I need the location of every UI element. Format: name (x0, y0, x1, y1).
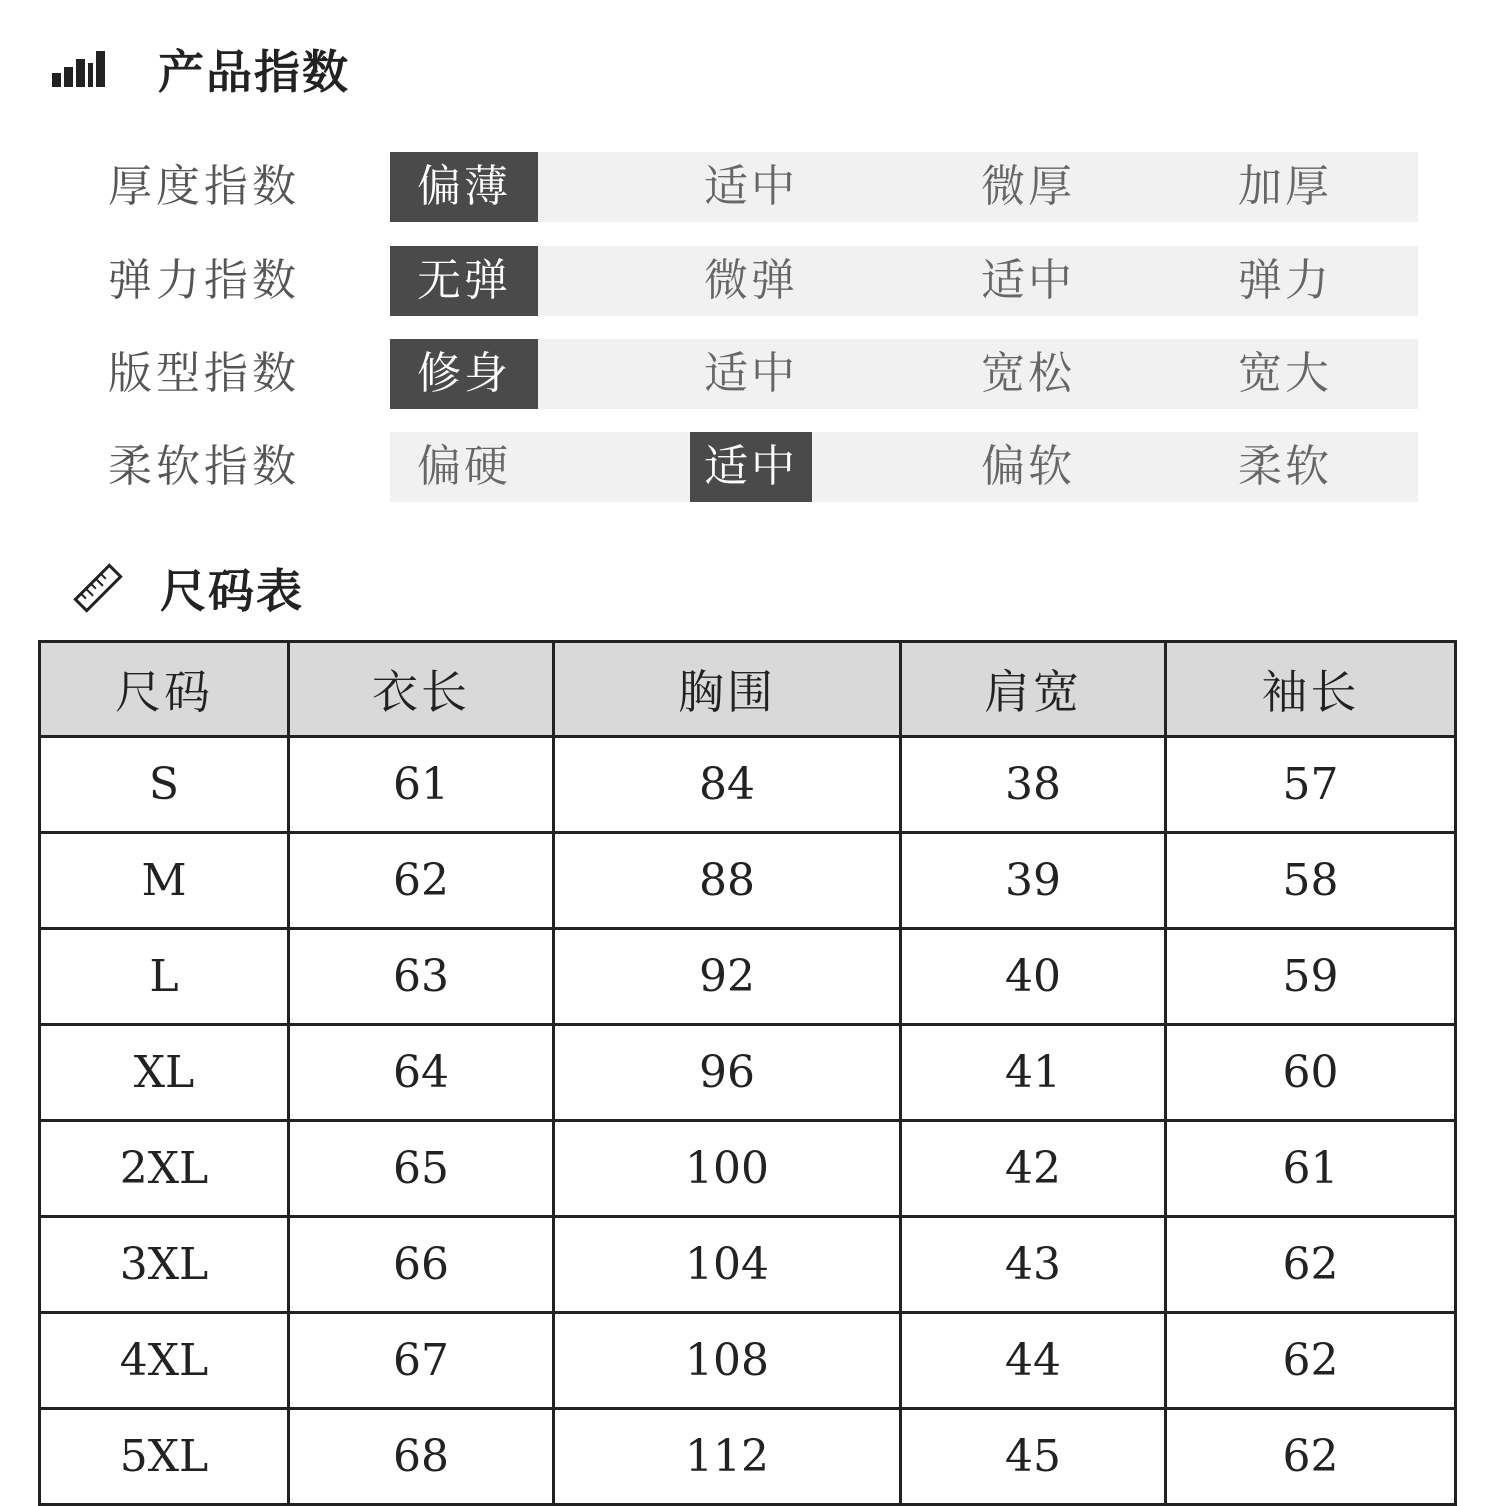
measurement-cell: 45 (901, 1409, 1166, 1505)
index-label: 版型指数 (108, 348, 300, 399)
index-option: 宽大 (1238, 348, 1332, 399)
measurement-cell: 60 (1166, 1025, 1456, 1121)
index-track (390, 432, 1418, 502)
measurement-cell: 59 (1166, 929, 1456, 1025)
measurement-cell: 84 (554, 737, 901, 833)
index-option: 适中 (981, 255, 1075, 306)
size-cell: XL (40, 1025, 289, 1121)
table-row (40, 929, 1456, 1025)
measurement-cell: 44 (901, 1313, 1166, 1409)
measurement-cell: 57 (1166, 737, 1456, 833)
size-table (38, 640, 1457, 1506)
measurement-cell: 41 (901, 1025, 1166, 1121)
index-option-selected: 偏薄 (390, 152, 538, 222)
measurement-cell: 92 (554, 929, 901, 1025)
index-option: 微厚 (981, 161, 1075, 212)
measurement-cell: 112 (554, 1409, 901, 1505)
index-track (390, 339, 1418, 409)
size-cell: S (40, 737, 289, 833)
index-track (390, 246, 1418, 316)
measurement-cell: 42 (901, 1121, 1166, 1217)
table-row (40, 1217, 1456, 1313)
measurement-cell: 64 (289, 1025, 554, 1121)
index-option: 加厚 (1238, 161, 1332, 212)
measurement-cell: 66 (289, 1217, 554, 1313)
ruler-icon (72, 562, 124, 614)
index-option: 偏软 (981, 441, 1075, 492)
measurement-cell: 62 (1166, 1313, 1456, 1409)
table-row (40, 737, 1456, 833)
measurement-cell: 61 (289, 737, 554, 833)
table-row (40, 1409, 1456, 1505)
size-table-header-row (40, 642, 1456, 737)
index-track (390, 152, 1418, 222)
index-option: 适中 (704, 161, 798, 212)
size-table-header-cell: 肩宽 (901, 642, 1166, 737)
size-table-header-cell: 胸围 (554, 642, 901, 737)
index-option: 微弹 (704, 255, 798, 306)
index-row (0, 339, 1500, 409)
table-row (40, 1313, 1456, 1409)
index-row (0, 432, 1500, 502)
size-cell: 2XL (40, 1121, 289, 1217)
measurement-cell: 96 (554, 1025, 901, 1121)
index-label: 柔软指数 (108, 441, 300, 492)
index-option: 弹力 (1238, 255, 1332, 306)
measurement-cell: 65 (289, 1121, 554, 1217)
size-cell: 5XL (40, 1409, 289, 1505)
measurement-cell: 104 (554, 1217, 901, 1313)
measurement-cell: 68 (289, 1409, 554, 1505)
measurement-cell: 58 (1166, 833, 1456, 929)
measurement-cell: 100 (554, 1121, 901, 1217)
table-row (40, 1025, 1456, 1121)
index-option: 柔软 (1238, 441, 1332, 492)
size-cell: L (40, 929, 289, 1025)
size-chart-title (72, 555, 304, 621)
measurement-cell: 39 (901, 833, 1166, 929)
index-option-selected: 适中 (690, 432, 812, 502)
measurement-cell: 38 (901, 737, 1166, 833)
measurement-cell: 88 (554, 833, 901, 929)
size-cell: 3XL (40, 1217, 289, 1313)
size-cell: 4XL (40, 1313, 289, 1409)
measurement-cell: 62 (1166, 1217, 1456, 1313)
measurement-cell: 43 (901, 1217, 1166, 1313)
table-row (40, 1121, 1456, 1217)
measurement-cell: 62 (1166, 1409, 1456, 1505)
index-option: 适中 (704, 348, 798, 399)
measurement-cell: 63 (289, 929, 554, 1025)
index-option-selected: 无弹 (390, 246, 538, 316)
measurement-cell: 40 (901, 929, 1166, 1025)
table-row (40, 833, 1456, 929)
index-row (0, 152, 1500, 222)
index-label: 弹力指数 (108, 255, 300, 306)
size-table-header-cell: 尺码 (40, 642, 289, 737)
size-table-header-cell: 衣长 (289, 642, 554, 737)
index-option-selected: 修身 (390, 339, 538, 409)
measurement-cell: 62 (289, 833, 554, 929)
index-option: 偏硬 (417, 441, 511, 492)
bar-chart-icon (52, 49, 108, 89)
measurement-cell: 108 (554, 1313, 901, 1409)
size-table-header-cell: 袖长 (1166, 642, 1456, 737)
index-label: 厚度指数 (108, 161, 300, 212)
index-option: 宽松 (981, 348, 1075, 399)
size-cell: M (40, 833, 289, 929)
index-row (0, 246, 1500, 316)
size-chart-title-text: 尺码表 (160, 564, 304, 618)
product-index-title (52, 36, 350, 102)
measurement-cell: 61 (1166, 1121, 1456, 1217)
product-index-title-text: 产品指数 (158, 45, 350, 99)
measurement-cell: 67 (289, 1313, 554, 1409)
